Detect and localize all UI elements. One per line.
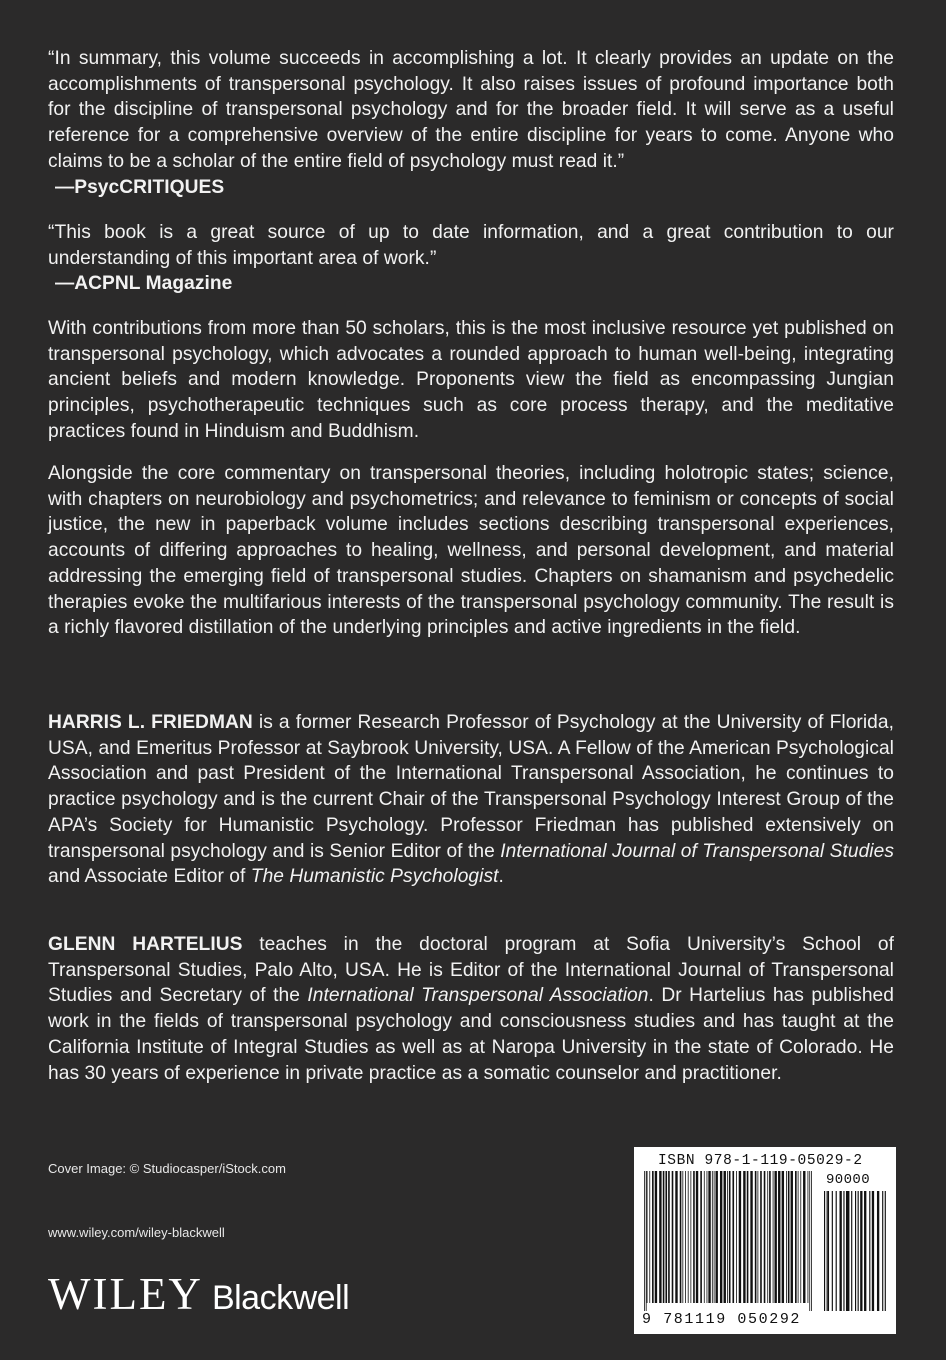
barcode-bar bbox=[827, 1191, 828, 1311]
barcode-bar bbox=[757, 1171, 758, 1303]
wiley-blackwell-logo bbox=[48, 1268, 349, 1318]
barcode-bar bbox=[743, 1171, 745, 1303]
barcode-bar bbox=[885, 1191, 886, 1311]
barcode-bar bbox=[747, 1171, 749, 1303]
publisher-website: www.wiley.com/wiley-blackwell bbox=[48, 1225, 225, 1240]
barcode-bar bbox=[840, 1191, 842, 1311]
isbn-barcode bbox=[634, 1147, 896, 1334]
barcode-bar bbox=[860, 1191, 862, 1311]
barcode-bar bbox=[688, 1171, 689, 1303]
bio-text: . Dr Hartelius has published work in the fields of transpersonal psychology and consciousness studies and has taught at the California Institute of Integral Studies as well as at Naropa University in the state of Colorado. He has 30 years of experience in private practice as a somatic counselor and practitioner. bbox=[48, 985, 894, 1084]
barcode-bar bbox=[846, 1191, 849, 1311]
barcode-bar bbox=[696, 1171, 698, 1303]
barcode-bar bbox=[724, 1171, 726, 1303]
barcode-bar bbox=[843, 1191, 844, 1311]
barcode-bar bbox=[872, 1191, 874, 1311]
barcode-bar bbox=[668, 1171, 670, 1303]
barcode-bar bbox=[800, 1171, 801, 1303]
barcode-bar bbox=[858, 1191, 859, 1311]
barcode-bar bbox=[869, 1191, 870, 1311]
barcode-bar bbox=[782, 1171, 784, 1303]
barcode-bar bbox=[727, 1171, 728, 1303]
barcode-bar bbox=[832, 1191, 833, 1311]
barcode-bar bbox=[665, 1171, 667, 1303]
quote-attribution: —PsycCRITIQUES bbox=[55, 176, 225, 198]
barcode-digits: 9 781119 050292 bbox=[642, 1311, 802, 1328]
author-name: GLENN HARTELIUS bbox=[48, 934, 243, 955]
barcode-bar bbox=[778, 1171, 780, 1303]
barcode-bar bbox=[828, 1191, 829, 1311]
barcode-bar bbox=[714, 1171, 715, 1303]
barcode-bar bbox=[755, 1171, 757, 1303]
barcode-bar bbox=[690, 1171, 691, 1303]
price-code: 90000 bbox=[826, 1172, 871, 1188]
barcode-bar bbox=[774, 1171, 776, 1303]
barcode-bar bbox=[675, 1171, 677, 1303]
barcode-addon-bars bbox=[824, 1191, 886, 1311]
quote-text: “This book is a great source of up to date information, and a great contribution to our understanding of this important area of work.” bbox=[48, 222, 894, 269]
barcode-main-bars bbox=[644, 1171, 812, 1311]
barcode-bar bbox=[649, 1171, 650, 1303]
author-bio-hartelius bbox=[48, 932, 894, 1086]
barcode-bar bbox=[811, 1171, 812, 1311]
barcode-bar bbox=[791, 1171, 793, 1303]
barcode-bar bbox=[750, 1171, 752, 1303]
description-paragraph-1: With contributions from more than 50 scholars, this is the most inclusive resource yet published on transpersonal psychology, which advocates a rounded approach to human well-being, integrating ancient beliefs and modern knowledge. Proponents view the field as encompassing Jungian principles, psychotherapeutic techniques such as core process therapy, and the meditative practices found in Hinduism and Buddhism. bbox=[48, 318, 894, 442]
barcode-bar bbox=[652, 1171, 654, 1303]
barcode-bar bbox=[712, 1171, 713, 1303]
barcode-bar bbox=[851, 1191, 852, 1311]
barcode-bar bbox=[773, 1171, 774, 1303]
barcode-bar bbox=[864, 1191, 866, 1311]
barcode-bar bbox=[644, 1171, 645, 1311]
bio-text: teaches in the doctoral program at Sofia University’s School of Transpersonal Studies, Palo Alto, USA. He is Editor of the International Journal of Transpersonal Studies and Secretary of the bbox=[48, 934, 894, 1007]
author-bio-friedman bbox=[48, 710, 894, 890]
barcode-bar bbox=[788, 1171, 790, 1303]
bio-text: . bbox=[498, 866, 504, 888]
barcode-bar bbox=[646, 1171, 647, 1311]
barcode-bar bbox=[809, 1171, 810, 1311]
barcode-bar bbox=[680, 1171, 682, 1303]
bio-text: is a former Research Professor of Psychology at the University of Florida, USA, and Emeritus Professor at Saybrook University, USA. A Fellow of the American Psychological Association and past President of the International Transpersonal Association, he continues to practice psychology and is the current Chair of the Transpersonal Psychology Interest Group of the APA’s Society for Humanistic Psychology. Professor Friedman has published extensively on transpersonal psychology and is Senior Editor of the bbox=[48, 712, 894, 862]
barcode-bar bbox=[729, 1171, 731, 1303]
barcode-bar bbox=[715, 1171, 717, 1303]
barcode-bar bbox=[655, 1171, 657, 1303]
barcode-bar bbox=[663, 1171, 665, 1303]
barcode-bar bbox=[647, 1171, 648, 1303]
logo-blackwell-wordmark: Blackwell bbox=[211, 1279, 350, 1317]
barcode-bar bbox=[767, 1171, 768, 1303]
barcode-bar bbox=[795, 1171, 797, 1303]
barcode-bar bbox=[786, 1171, 787, 1303]
logo-wiley-wordmark: WILEY bbox=[48, 1269, 203, 1319]
author-name: HARRIS L. FRIEDMAN bbox=[48, 712, 253, 733]
barcode-bar bbox=[736, 1171, 737, 1303]
cover-image-credit: Cover Image: © Studiocasper/iStock.com bbox=[48, 1161, 286, 1176]
barcode-bar bbox=[732, 1171, 734, 1303]
barcode-bar bbox=[764, 1171, 766, 1303]
journal-title: International Journal of Transpersonal Studies bbox=[500, 840, 894, 862]
barcode-bar bbox=[808, 1171, 809, 1303]
barcode-bar bbox=[707, 1171, 708, 1303]
barcode-bar bbox=[700, 1171, 702, 1303]
barcode-bar bbox=[836, 1191, 837, 1311]
barcode-bar bbox=[760, 1171, 762, 1303]
barcode-bar bbox=[803, 1171, 805, 1303]
barcode-bar bbox=[672, 1171, 674, 1303]
barcode-bar bbox=[682, 1171, 683, 1303]
bio-text: and Associate Editor of bbox=[48, 866, 251, 888]
journal-title: The Humanistic Psychologist bbox=[250, 866, 499, 888]
review-quote-psyccritiques bbox=[48, 46, 894, 200]
association-name: International Transpersonal Association bbox=[307, 985, 649, 1007]
barcode-bar bbox=[769, 1171, 771, 1303]
isbn-number: ISBN 978-1-119-05029-2 bbox=[658, 1153, 863, 1169]
barcode-bar bbox=[882, 1191, 883, 1311]
barcode-bar bbox=[739, 1171, 741, 1303]
barcode-bar bbox=[798, 1171, 799, 1303]
barcode-bar bbox=[704, 1171, 705, 1303]
barcode-bar bbox=[720, 1171, 722, 1303]
barcode-bar bbox=[824, 1191, 825, 1311]
barcode-bar bbox=[659, 1171, 661, 1303]
barcode-bar bbox=[708, 1171, 710, 1303]
barcode-bar bbox=[855, 1191, 856, 1311]
description-paragraph-2: Alongside the core commentary on transpersonal theories, including holotropic states; science, with chapters on neurobiology and psychometrics; and relevance to feminism or concepts of social justice, the new in paperback volume includes sections describing transpersonal experiences, accounts of differing approaches to healing, wellness, and personal development, and material addressing the emerging field of transpersonal studies. Chapters on shamanism and psychedelic therapies evoke the multifarious interests of the transpersonal psychology community. The result is a richly flavored distillation of the underlying principles and active ingredients in the field. bbox=[48, 463, 894, 639]
review-quote-acpnl bbox=[48, 220, 894, 297]
barcode-bar bbox=[877, 1191, 879, 1311]
barcode-bar bbox=[693, 1171, 695, 1303]
quote-attribution: —ACPNL Magazine bbox=[55, 273, 233, 295]
barcode-bar bbox=[685, 1171, 686, 1303]
quote-text: “In summary, this volume succeeds in accomplishing a lot. It clearly provides an update on the accomplishments of transpersonal psychology. It also raises issues of profound importance both for the discipline of transpersonal psychology and for the broader field. It will serve as a useful reference for a comprehensive overview of the entire discipline for years to come. Anyone who claims to be a scholar of the entire field of psychology must read it.” bbox=[48, 48, 894, 172]
